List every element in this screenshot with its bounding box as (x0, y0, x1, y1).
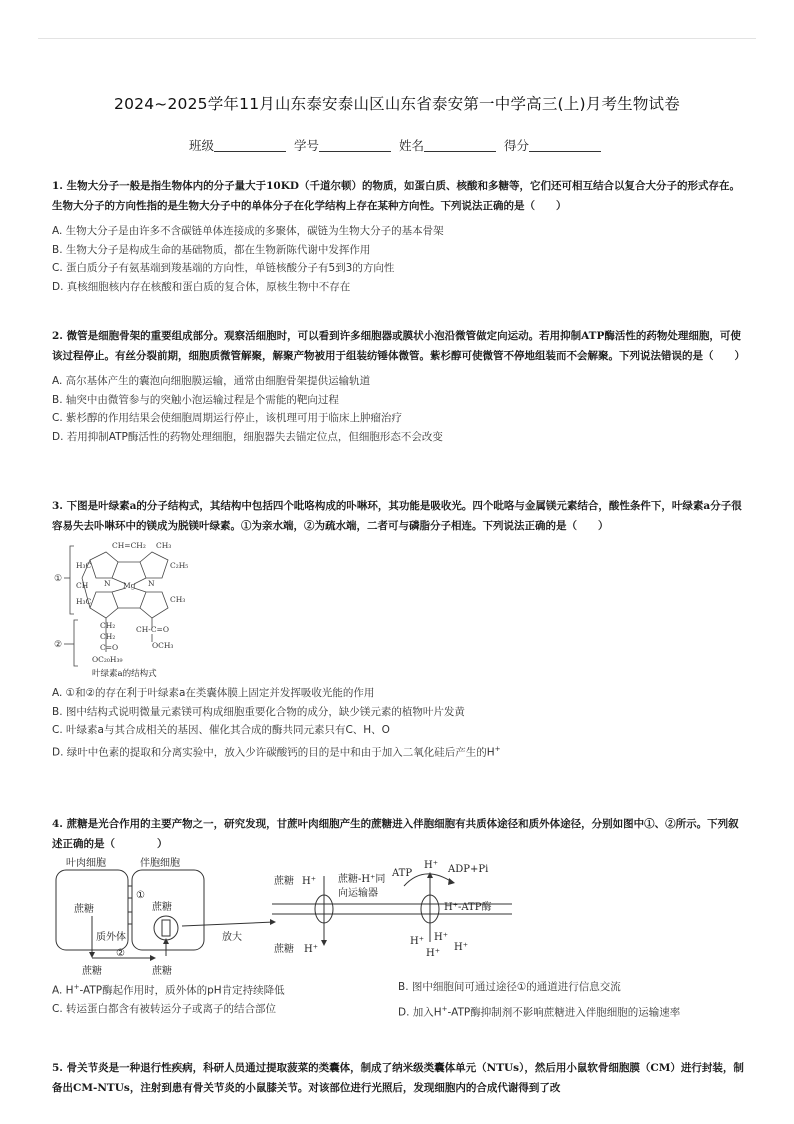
top-divider (38, 38, 756, 39)
student-id-blank[interactable] (319, 139, 391, 152)
question-2-option-b[interactable]: B. 轴突中由微管参与的突触小泡运输过程是个需能的靶向过程 (52, 393, 339, 406)
label-ch3-top: CH₃ (156, 541, 172, 550)
question-1-option-b[interactable]: B. 生物大分子是构成生命的基础物质，都在生物新陈代谢中发挥作用 (52, 243, 371, 256)
page-title: 2024~2025学年11月山东泰安泰山区山东省泰安第一中学高三(上)月考生物试卷 (114, 95, 680, 113)
label-ch2-b: CH₂ (100, 632, 116, 641)
atp-label: ATP (392, 868, 413, 879)
question-5-stem: 5. 骨关节炎是一种退行性疾病，科研人员通过提取菠菜的类囊体，制成了纳米级类囊体单元（NTUs），然后用小鼠软骨细胞膜（CM）进行封装，制备出CM-NTUs，注射到患有骨关节炎的小鼠膝关节。对该部位进行光照后，发现细胞内的合成代谢得到了改 (52, 1062, 744, 1094)
score-blank[interactable] (529, 139, 601, 152)
label-h3c-left: H₃C (76, 561, 92, 570)
zoom-label: 放大 (222, 932, 242, 943)
sucrose-label-zoom-top: 蔗糖 (274, 876, 294, 887)
question-3-option-d-sup: + (494, 744, 501, 753)
name-blank[interactable] (424, 139, 496, 152)
question-3-option-a[interactable]: A. ①和②的存在利于叶绿素a在类囊体膜上固定并发挥吸收光能的作用 (52, 687, 375, 699)
question-4-option-d-rest: -ATP酶抑制剂不影响蔗糖进入伴胞细胞的运输速率 (447, 1006, 681, 1019)
hplus-label-2: H⁺ (434, 932, 448, 943)
sucrose-label-apoplast: 蔗糖 (82, 966, 102, 977)
question-2-option-c[interactable]: C. 紫杉醇的作用结果会使细胞周期运行停止，该机理可用于临床上肿瘤治疗 (52, 412, 403, 424)
question-4-option-c-text: C. 转运蛋白都含有被转运分子或离子的结合部位 (52, 1003, 277, 1015)
question-3-option-d[interactable] (52, 740, 744, 762)
student-info-line (0, 136, 794, 154)
name-label: 姓名 (398, 138, 424, 153)
class-label: 班级 (188, 138, 214, 153)
question-3 (52, 496, 744, 762)
question-4 (52, 814, 744, 1022)
question-4-option-a-rest: -ATP酶起作用时，质外体的pH肯定持续降低 (79, 984, 285, 997)
label-ch3-right: CH₃ (170, 595, 186, 604)
student-id-label: 学号 (293, 138, 319, 153)
path-2-label: ② (116, 948, 125, 959)
question-4-option-a[interactable] (52, 978, 398, 1000)
question-1 (52, 176, 744, 296)
label-h3c-lower: H₃C (76, 597, 92, 606)
question-2-stem: 2. 微管是细胞骨架的重要组成部分。观察活细胞时，可以看到许多细胞器或膜状小泡沿微管做定向运动。若用抑制ATP酶活性的药物处理细胞，可使该过程停止。有丝分裂前期，细胞质微管解聚，解聚产物被用于组装纺锤体微管。紫杉醇可使微管不停地组装而不会解聚。下列说法错误的是（ ） (52, 330, 745, 362)
hplus-label-1: H⁺ (410, 936, 424, 947)
question-4-option-a-text: A. H (52, 984, 74, 997)
hplus-label-3: H⁺ (426, 948, 440, 959)
question-2-option-a[interactable]: A. 高尔基体产生的囊泡向细胞膜运输，通常由细胞骨架提供运输轨道 (52, 375, 371, 387)
label-ch2-a: CH₂ (100, 621, 116, 630)
question-3-option-c[interactable]: C. 叶绿素a与其合成相关的基因、催化其合成的酶共同元素只有C、H、O (52, 724, 390, 736)
chlorophyll-a-structure-figure (52, 538, 212, 678)
question-3-option-d-text: D. 绿叶中色素的提取和分离实验中，放入少许碳酸钙的目的是中和由于加入二氧化硅后产生的H (52, 746, 495, 758)
label-c-o: C=O (100, 643, 119, 652)
label-phytyl: OC₂₀H₃₉ (92, 655, 123, 664)
question-4-option-d[interactable] (398, 1000, 744, 1022)
score-label: 得分 (503, 138, 529, 153)
label-n-left: N (104, 579, 111, 588)
class-blank[interactable] (214, 139, 286, 152)
question-4-option-c[interactable] (52, 1000, 398, 1022)
leaf-cell-label: 叶肉细胞 (66, 858, 106, 869)
path-1-label: ① (136, 890, 145, 901)
question-4-options-row-1 (52, 978, 744, 1000)
hplus-label-zoom-bottom: H⁺ (304, 944, 318, 955)
label-mg: Mg (123, 581, 136, 590)
question-3-option-b[interactable]: B. 图中结构式说明微量元素镁可构成细胞重要化合物的成分，缺少镁元素的植物叶片发黄 (52, 705, 465, 718)
sucrose-label-leaf: 蔗糖 (74, 904, 94, 915)
figure-caption: 叶绿素a的结构式 (92, 669, 157, 678)
hplus-label-pump-top: H⁺ (424, 860, 438, 871)
question-3-stem: 3. 下图是叶绿素a的分子结构式，其结构中包括四个吡咯构成的卟啉环，其功能是吸收光。四个吡咯与金属镁元素结合，酸性条件下，叶绿素a分子很容易失去卟啉环中的镁成为脱镁叶绿素。①为亲水端，②为疏水端，二者可与磷脂分子相连。下列说法正确的是（ ） (52, 500, 742, 532)
question-5 (52, 1058, 744, 1098)
question-1-option-c[interactable]: C. 蛋白质分子有氨基端到羧基端的方向性，单链核酸分子有5到3的方向性 (52, 262, 395, 274)
hplus-label-zoom-top: H⁺ (302, 876, 316, 887)
question-4-stem: 4. 蔗糖是光合作用的主要产物之一，研究发现，甘蔗叶肉细胞产生的蔗糖进入伴胞细胞有共质体途径和质外体途径，分别如图中①、②所示。下列叙述正确的是（ ） (52, 818, 739, 850)
label-ch-c-o: CH-C=O (136, 625, 169, 634)
label-och3: OCH₃ (152, 641, 174, 650)
label-n-right: N (148, 579, 155, 588)
sucrose-label-bottom: 蔗糖 (152, 966, 172, 977)
pump-label: H⁺-ATP酶 (444, 902, 492, 913)
adp-label: ADP+Pi (448, 864, 489, 875)
cotransporter-label-line2: 向运输器 (338, 888, 378, 899)
hplus-label-4: H⁺ (454, 942, 468, 953)
label-ch-ch2: CH=CH₂ (112, 541, 146, 550)
apoplast-label: 质外体 (96, 932, 126, 943)
question-2-option-d[interactable]: D. 若用抑制ATP酶活性的药物处理细胞，细胞器失去锚定位点，但细胞形态不会改变 (52, 430, 443, 443)
question-4-option-d-text: D. 加入H (398, 1006, 442, 1019)
question-1-stem: 1. 生物大分子一般是指生物体内的分子量大于10KD（千道尔顿）的物质，如蛋白质、核酸和多糖等，它们还可相互结合以复合大分子的形式存在。生物大分子的方向性指的是生物大分子中的单体分子在化学结构上存在某种方向性。下列说法正确的是（ ） (52, 180, 740, 212)
label-hydrophobic-end: ② (54, 640, 63, 650)
question-4-option-b-text: B. 图中细胞间可通过途径①的通道进行信息交流 (398, 981, 621, 993)
sucrose-label-companion: 蔗糖 (152, 902, 172, 913)
sucrose-transport-figure (52, 856, 744, 978)
question-1-option-a[interactable]: A. 生物大分子是由许多不含碳链单体连接成的多聚体，碳链为生物大分子的基本骨架 (52, 225, 444, 237)
question-4-options-row-2 (52, 1000, 744, 1022)
cotransporter-label-line1: 蔗糖-H⁺同 (338, 874, 386, 885)
label-ch-left: CH (76, 581, 89, 590)
label-c2h5: C₂H₅ (170, 561, 189, 570)
question-4-option-d-sup: + (441, 1005, 448, 1013)
label-hydrophilic-end: ① (54, 574, 63, 584)
question-2 (52, 326, 744, 446)
companion-cell-label: 伴胞细胞 (140, 858, 180, 869)
sucrose-label-zoom-bottom: 蔗糖 (274, 944, 294, 955)
question-1-option-d[interactable]: D. 真核细胞核内存在核酸和蛋白质的复合体，原核生物中不存在 (52, 280, 351, 293)
question-4-option-b[interactable] (398, 978, 744, 1000)
question-4-option-a-sup: + (73, 983, 80, 991)
